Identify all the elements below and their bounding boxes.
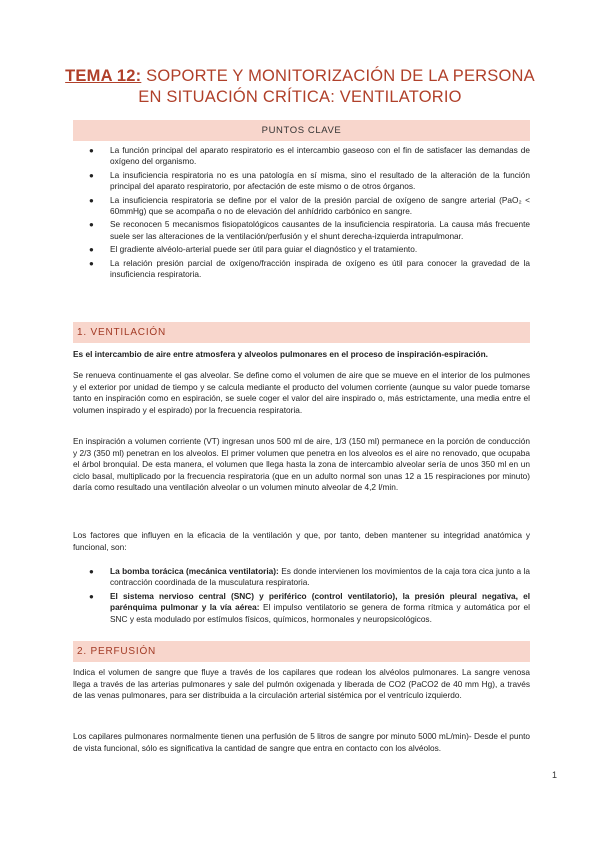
title-line2: EN SITUACIÓN CRÍTICA: VENTILATORIO	[138, 88, 462, 106]
title-line1: SOPORTE Y MONITORIZACIÓN DE LA PERSONA	[141, 67, 535, 85]
puntos-clave-heading: PUNTOS CLAVE	[73, 120, 530, 141]
bullet-icon: ●	[89, 567, 94, 576]
bullet-icon: ●	[89, 146, 94, 155]
list-item: ● La insuficiencia respiratoria no es una patología en sí misma, sino el resultado de la alteración de la función principal del aparato respiratorio, por afectación de este mismo o de otros órganos.	[89, 169, 530, 192]
page-number: 1	[552, 770, 558, 780]
bullet-icon: ●	[89, 258, 94, 268]
perfusion-paragraph-2: Los capilares pulmonares normalmente tienen una perfusión de 5 litros de sangre por minuto 5000 mL/min)- Desde el punto de vista funcional, sólo es significativa la cantidad de sangre que entra en contacto con los alvéolos.	[73, 731, 530, 753]
list-item: ● Se reconocen 5 mecanismos fisiopatológicos causantes de la insuficiencia respiratoria. La causa más frecuente suele ser las alteraciones de la ventilación/perfusión y el shunt derecha-izquierda intrapulmonar.	[89, 219, 530, 241]
perfusion-paragraph-1: Indica el volumen de sangre que fluye a través de los capilares que rodean los alvéolos pulmonares. La sangre venosa llega a través de las arterias pulmonares y sale del pulmón oxigenada y liberada de CO2 (PaCO2 de 40 mm Hg), a través de las venas pulmonares, para ser distribuida a la circulación arterial sistémica por el ventrículo izquierdo.	[73, 667, 530, 700]
ventilacion-paragraph-2: En inspiración a volumen corriente (VT) ingresan unos 500 ml de aire, 1/3 (150 ml) permanece en la porción de conducción y 2/3 (350 ml) penetran en los alveolos. El primer volumen que penetra en los alveolos es el aire no renovado, que ocupaba el árbol bronquial. De esta manera, el volumen que llega hasta la zona de intercambio alveolar sería de unos 350 ml en un ciclo basal, multiplicado por la frecuencia respiratoria (que en un adulto normal son unas 12 a 15 respiraciones por minuto) daría como resultado una ventilación alveolar o un volumen minuto alveolar de 4,2 l/min.	[73, 436, 530, 492]
bullet-icon: ●	[89, 245, 94, 255]
ventilacion-intro: Es el intercambio de aire entre atmosfera y alveolos pulmonares en el proceso de inspiración-espiración.	[73, 349, 488, 359]
bullet-icon: ●	[89, 170, 94, 180]
list-item: ● La bomba torácica (mecánica ventilatoria): Es donde intervienen los movimientos de la caja tora cica junto a la contracción coordinada de la musculatura respiratoria.	[89, 566, 530, 588]
list-item: ● La función principal del aparato respiratorio es el intercambio gaseoso con el fin de satisfacer las demandas de oxígeno del organismo.	[89, 145, 530, 167]
page-title	[40, 66, 560, 108]
perfusion-heading: 2. PERFUSIÓN	[73, 641, 530, 662]
factores-list	[88, 566, 530, 627]
list-item: ● La relación presión parcial de oxígeno/fracción inspirada de oxígeno es útil para conocer la gravedad de la insuficiencia respiratoria.	[89, 257, 530, 280]
puntos-clave-list	[88, 145, 530, 282]
list-item: ● La insuficiencia respiratoria se define por el valor de la presión parcial de oxígeno de sangre arterial (PaO₂ < 60mmHg) que se acompaña o no de elevación del anhídrido carbónico en sangre.	[89, 194, 530, 217]
ventilacion-heading: 1. VENTILACIÓN	[73, 322, 530, 343]
bullet-icon: ●	[89, 220, 94, 230]
bullet-icon: ●	[89, 591, 94, 601]
ventilacion-paragraph-1: Se renueva continuamente el gas alveolar. Se define como el volumen de aire que se mueve en el interior de los pulmones y el exterior por unidad de tiempo y se calcula mediante el producto del volumen corriente (aunque su valor puede tomarse tanto en inspiración como en espiración, se suele coger el valor del aire inspirado o, más estrictamente, una media entre el volumen inspirado y el espirado) por la frecuencia respiratoria.	[73, 370, 530, 415]
ventilacion-paragraph-3: Los factores que influyen en la eficacia de la ventilación y que, por tanto, deben mantener su integridad anatómica y funcional, son:	[73, 530, 530, 552]
list-item: ● El gradiente alvéolo-arterial puede ser útil para guiar el diagnóstico y el tratamiento.	[89, 244, 418, 255]
bullet-icon: ●	[89, 195, 94, 205]
list-item: ● El sistema nervioso central (SNC) y periférico (control ventilatorio), la presión pleural negativa, el parénquima pulmonar y la vía aérea: El impulso ventilatorio se genera de forma rítmica y automática por el SNC y esta modulado por estímulos físicos, químicos, hormonales y neuropsicológicos.	[89, 590, 531, 624]
title-tema: TEMA 12:	[65, 67, 142, 85]
